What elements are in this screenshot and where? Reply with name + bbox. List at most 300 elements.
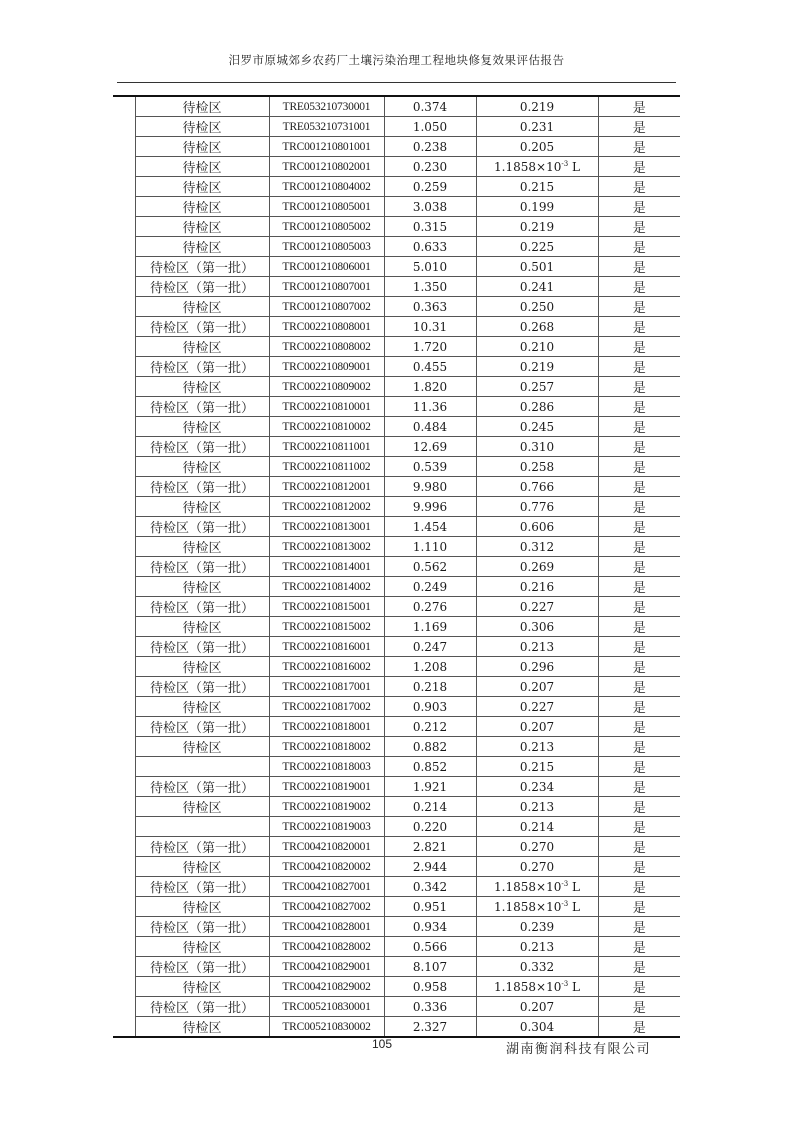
compliance-cell: 是 (598, 217, 680, 237)
zone-cell: 待检区 (135, 497, 269, 517)
value-1-cell: 5.010 (384, 257, 476, 277)
sample-code-cell: TRC001210805003 (269, 237, 384, 257)
table-row (113, 737, 680, 757)
compliance-cell: 是 (598, 897, 680, 917)
results-table-grid (113, 97, 680, 1036)
sample-code-cell: TRC005210830001 (269, 997, 384, 1017)
zone-cell: 待检区 (135, 617, 269, 637)
compliance-cell: 是 (598, 357, 680, 377)
page-number: 105 (372, 1037, 393, 1051)
row-spacer-cell (113, 417, 135, 437)
sample-code-cell: TRC002210817002 (269, 697, 384, 717)
value-2-cell: 0.213 (476, 637, 598, 657)
zone-cell: 待检区（第一批） (135, 357, 269, 377)
zone-cell: 待检区（第一批） (135, 997, 269, 1017)
sample-code-cell: TRC001210805001 (269, 197, 384, 217)
value-2-cell: 0.210 (476, 337, 598, 357)
compliance-cell: 是 (598, 977, 680, 997)
compliance-cell: 是 (598, 757, 680, 777)
table-row (113, 297, 680, 317)
value-2-cell: 0.225 (476, 237, 598, 257)
sample-code-cell: TRC001210802001 (269, 157, 384, 177)
sample-code-cell: TRC002210813001 (269, 517, 384, 537)
value-2-cell: 0.207 (476, 997, 598, 1017)
value-1-cell: 11.36 (384, 397, 476, 417)
sample-code-cell: TRC002210819002 (269, 797, 384, 817)
compliance-cell: 是 (598, 677, 680, 697)
compliance-cell: 是 (598, 317, 680, 337)
value-1-cell: 0.374 (384, 97, 476, 117)
sample-code-cell: TRC005210830002 (269, 1017, 384, 1037)
zone-cell: 待检区（第一批） (135, 277, 269, 297)
row-spacer-cell (113, 297, 135, 317)
compliance-cell: 是 (598, 177, 680, 197)
value-1-cell: 0.238 (384, 137, 476, 157)
row-spacer-cell (113, 797, 135, 817)
company-name: 湖南衡润科技有限公司 (506, 1042, 652, 1057)
sample-code-cell: TRC002210818001 (269, 717, 384, 737)
value-2-cell: 0.270 (476, 837, 598, 857)
value-2-cell: 0.219 (476, 357, 598, 377)
value-2-base: 1.1858×10 (494, 159, 562, 174)
table-row (113, 517, 680, 537)
value-1-cell: 0.934 (384, 917, 476, 937)
compliance-cell: 是 (598, 417, 680, 437)
row-spacer-cell (113, 877, 135, 897)
value-2-cell: 0.231 (476, 117, 598, 137)
value-2-cell: 0.219 (476, 97, 598, 117)
sample-code-cell: TRC002210815002 (269, 617, 384, 637)
value-1-cell: 2.944 (384, 857, 476, 877)
value-2-cell: 0.199 (476, 197, 598, 217)
zone-cell: 待检区 (135, 857, 269, 877)
value-1-cell: 0.903 (384, 697, 476, 717)
compliance-cell: 是 (598, 457, 680, 477)
zone-cell: 待检区 (135, 177, 269, 197)
zone-cell: 待检区 (135, 417, 269, 437)
value-2-cell: 0.258 (476, 457, 598, 477)
zone-cell: 待检区 (135, 697, 269, 717)
compliance-cell: 是 (598, 1017, 680, 1037)
value-2-exponent: -3 (561, 899, 569, 908)
table-row (113, 357, 680, 377)
zone-cell (135, 757, 269, 777)
value-1-cell: 1.208 (384, 657, 476, 677)
row-spacer-cell (113, 957, 135, 977)
sample-code-cell: TRC002210810001 (269, 397, 384, 417)
value-1-cell: 1.110 (384, 537, 476, 557)
value-2-cell: 0.312 (476, 537, 598, 557)
value-1-cell: 0.539 (384, 457, 476, 477)
zone-cell: 待检区 (135, 117, 269, 137)
value-1-cell: 1.454 (384, 517, 476, 537)
value-2-cell: 0.766 (476, 477, 598, 497)
sample-code-cell: TRC004210828002 (269, 937, 384, 957)
table-row (113, 757, 680, 777)
row-spacer-cell (113, 217, 135, 237)
row-spacer-cell (113, 337, 135, 357)
value-1-cell: 0.882 (384, 737, 476, 757)
zone-cell: 待检区（第一批） (135, 717, 269, 737)
compliance-cell: 是 (598, 717, 680, 737)
table-row (113, 397, 680, 417)
sample-code-cell: TRC002210819001 (269, 777, 384, 797)
table-row (113, 937, 680, 957)
compliance-cell: 是 (598, 137, 680, 157)
value-2-cell: 0.257 (476, 377, 598, 397)
value-2-cell: 0.215 (476, 177, 598, 197)
sample-code-cell: TRC004210829001 (269, 957, 384, 977)
value-1-cell: 0.455 (384, 357, 476, 377)
zone-cell: 待检区 (135, 457, 269, 477)
value-2-cell: 0.245 (476, 417, 598, 437)
zone-cell: 待检区 (135, 157, 269, 177)
value-2-cell: 0.296 (476, 657, 598, 677)
value-2-cell: 0.241 (476, 277, 598, 297)
row-spacer-cell (113, 597, 135, 617)
compliance-cell: 是 (598, 97, 680, 117)
value-1-cell: 1.169 (384, 617, 476, 637)
value-2-cell: 0.214 (476, 817, 598, 837)
value-1-cell: 1.921 (384, 777, 476, 797)
value-1-cell: 10.31 (384, 317, 476, 337)
table-row (113, 417, 680, 437)
compliance-cell: 是 (598, 577, 680, 597)
compliance-cell: 是 (598, 617, 680, 637)
compliance-cell: 是 (598, 857, 680, 877)
row-spacer-cell (113, 317, 135, 337)
sample-code-cell: TRC004210829002 (269, 977, 384, 997)
row-spacer-cell (113, 457, 135, 477)
value-1-cell: 0.220 (384, 817, 476, 837)
value-1-cell: 0.247 (384, 637, 476, 657)
zone-cell: 待检区 (135, 657, 269, 677)
sample-code-cell: TRC004210827001 (269, 877, 384, 897)
value-2-cell (476, 897, 598, 917)
value-1-cell: 1.050 (384, 117, 476, 137)
row-spacer-cell (113, 817, 135, 837)
zone-cell: 待检区（第一批） (135, 517, 269, 537)
row-spacer-cell (113, 397, 135, 417)
sample-code-cell: TRC002210816002 (269, 657, 384, 677)
value-1-cell: 0.852 (384, 757, 476, 777)
table-row (113, 617, 680, 637)
compliance-cell: 是 (598, 937, 680, 957)
row-spacer-cell (113, 637, 135, 657)
table-row (113, 217, 680, 237)
value-2-cell: 0.213 (476, 797, 598, 817)
row-spacer-cell (113, 537, 135, 557)
table-row (113, 657, 680, 677)
value-2-cell: 0.205 (476, 137, 598, 157)
row-spacer-cell (113, 257, 135, 277)
value-1-cell: 2.327 (384, 1017, 476, 1037)
zone-cell: 待检区（第一批） (135, 877, 269, 897)
zone-cell: 待检区 (135, 297, 269, 317)
document-title: 汨罗市原城郊乡农药厂土壤污染治理工程地块修复效果评估报告 (228, 53, 565, 67)
table-row (113, 377, 680, 397)
value-1-cell: 2.821 (384, 837, 476, 857)
row-spacer-cell (113, 157, 135, 177)
value-1-cell: 0.633 (384, 237, 476, 257)
sample-code-cell: TRC004210820002 (269, 857, 384, 877)
value-2-suffix: L (568, 979, 580, 994)
row-spacer-cell (113, 177, 135, 197)
sample-code-cell: TRE053210730001 (269, 97, 384, 117)
value-2-exponent: -3 (561, 159, 569, 168)
sample-code-cell: TRC001210807002 (269, 297, 384, 317)
table-row (113, 437, 680, 457)
sample-code-cell: TRC002210810002 (269, 417, 384, 437)
row-spacer-cell (113, 937, 135, 957)
zone-cell: 待检区 (135, 897, 269, 917)
sample-code-cell: TRE053210731001 (269, 117, 384, 137)
value-1-cell: 12.69 (384, 437, 476, 457)
zone-cell: 待检区 (135, 937, 269, 957)
zone-cell: 待检区（第一批） (135, 437, 269, 457)
value-1-cell: 9.996 (384, 497, 476, 517)
compliance-cell: 是 (598, 797, 680, 817)
value-2-cell: 0.207 (476, 717, 598, 737)
row-spacer-cell (113, 1017, 135, 1037)
zone-cell: 待检区 (135, 977, 269, 997)
table-row (113, 697, 680, 717)
sample-code-cell: TRC002210808002 (269, 337, 384, 357)
compliance-cell: 是 (598, 637, 680, 657)
compliance-cell: 是 (598, 877, 680, 897)
table-row (113, 897, 680, 917)
table-row (113, 917, 680, 937)
value-2-cell: 0.239 (476, 917, 598, 937)
compliance-cell: 是 (598, 597, 680, 617)
table-row (113, 277, 680, 297)
value-1-cell: 0.566 (384, 937, 476, 957)
table-row (113, 877, 680, 897)
sample-code-cell: TRC001210806001 (269, 257, 384, 277)
value-1-cell: 0.214 (384, 797, 476, 817)
row-spacer-cell (113, 917, 135, 937)
value-1-cell: 0.230 (384, 157, 476, 177)
row-spacer-cell (113, 377, 135, 397)
value-2-exponent: -3 (561, 879, 569, 888)
row-spacer-cell (113, 577, 135, 597)
table-row (113, 337, 680, 357)
value-1-cell: 0.958 (384, 977, 476, 997)
value-2-cell (476, 877, 598, 897)
compliance-cell: 是 (598, 497, 680, 517)
compliance-cell: 是 (598, 657, 680, 677)
header-rule (117, 82, 676, 83)
zone-cell: 待检区 (135, 337, 269, 357)
table-row (113, 857, 680, 877)
row-spacer-cell (113, 557, 135, 577)
zone-cell: 待检区（第一批） (135, 637, 269, 657)
compliance-cell: 是 (598, 377, 680, 397)
table-row (113, 797, 680, 817)
value-1-cell: 1.820 (384, 377, 476, 397)
table-row (113, 1017, 680, 1037)
table-row (113, 477, 680, 497)
value-2-cell: 0.213 (476, 737, 598, 757)
compliance-cell: 是 (598, 337, 680, 357)
zone-cell: 待检区 (135, 537, 269, 557)
zone-cell: 待检区 (135, 137, 269, 157)
value-2-cell (476, 157, 598, 177)
sample-code-cell: TRC002210811001 (269, 437, 384, 457)
value-2-base: 1.1858×10 (494, 879, 562, 894)
value-1-cell: 0.259 (384, 177, 476, 197)
zone-cell: 待检区 (135, 197, 269, 217)
results-table (113, 95, 680, 1038)
zone-cell: 待检区（第一批） (135, 257, 269, 277)
value-2-cell: 0.501 (476, 257, 598, 277)
table-row (113, 257, 680, 277)
sample-code-cell: TRC002210818002 (269, 737, 384, 757)
value-2-base: 1.1858×10 (494, 899, 562, 914)
compliance-cell: 是 (598, 397, 680, 417)
compliance-cell: 是 (598, 257, 680, 277)
compliance-cell: 是 (598, 777, 680, 797)
row-spacer-cell (113, 677, 135, 697)
table-row (113, 637, 680, 657)
zone-cell: 待检区（第一批） (135, 957, 269, 977)
value-1-cell: 0.363 (384, 297, 476, 317)
value-1-cell: 0.212 (384, 717, 476, 737)
row-spacer-cell (113, 697, 135, 717)
value-2-suffix: L (568, 159, 580, 174)
compliance-cell: 是 (598, 297, 680, 317)
compliance-cell: 是 (598, 557, 680, 577)
row-spacer-cell (113, 977, 135, 997)
zone-cell: 待检区（第一批） (135, 557, 269, 577)
sample-code-cell: TRC002210817001 (269, 677, 384, 697)
value-2-cell: 0.227 (476, 697, 598, 717)
zone-cell: 待检区 (135, 797, 269, 817)
row-spacer-cell (113, 777, 135, 797)
value-2-cell: 0.269 (476, 557, 598, 577)
value-1-cell: 0.342 (384, 877, 476, 897)
row-spacer-cell (113, 897, 135, 917)
value-2-cell: 0.215 (476, 757, 598, 777)
row-spacer-cell (113, 717, 135, 737)
value-1-cell: 1.720 (384, 337, 476, 357)
row-spacer-cell (113, 617, 135, 637)
row-spacer-cell (113, 137, 135, 157)
row-spacer-cell (113, 357, 135, 377)
table-row (113, 317, 680, 337)
zone-cell: 待检区（第一批） (135, 477, 269, 497)
compliance-cell: 是 (598, 837, 680, 857)
value-1-cell: 0.315 (384, 217, 476, 237)
compliance-cell: 是 (598, 117, 680, 137)
value-2-cell: 0.268 (476, 317, 598, 337)
value-2-cell: 0.219 (476, 217, 598, 237)
value-2-cell (476, 977, 598, 997)
table-row (113, 237, 680, 257)
table-row (113, 177, 680, 197)
compliance-cell: 是 (598, 197, 680, 217)
value-2-cell: 0.227 (476, 597, 598, 617)
compliance-cell: 是 (598, 737, 680, 757)
value-2-cell: 0.213 (476, 937, 598, 957)
zone-cell (135, 817, 269, 837)
value-2-cell: 0.250 (476, 297, 598, 317)
table-row (113, 597, 680, 617)
value-2-cell: 0.270 (476, 857, 598, 877)
value-1-cell: 0.484 (384, 417, 476, 437)
compliance-cell: 是 (598, 277, 680, 297)
sample-code-cell: TRC002210814002 (269, 577, 384, 597)
value-2-cell: 0.286 (476, 397, 598, 417)
compliance-cell: 是 (598, 817, 680, 837)
table-row (113, 837, 680, 857)
compliance-cell: 是 (598, 237, 680, 257)
row-spacer-cell (113, 117, 135, 137)
value-1-cell: 0.249 (384, 577, 476, 597)
row-spacer-cell (113, 857, 135, 877)
value-1-cell: 9.980 (384, 477, 476, 497)
value-1-cell: 0.336 (384, 997, 476, 1017)
table-row (113, 577, 680, 597)
row-spacer-cell (113, 477, 135, 497)
value-1-cell: 0.218 (384, 677, 476, 697)
sample-code-cell: TRC002210809001 (269, 357, 384, 377)
sample-code-cell: TRC002210808001 (269, 317, 384, 337)
row-spacer-cell (113, 997, 135, 1017)
row-spacer-cell (113, 517, 135, 537)
sample-code-cell: TRC004210827002 (269, 897, 384, 917)
value-2-cell: 0.304 (476, 1017, 598, 1037)
table-row (113, 717, 680, 737)
zone-cell: 待检区（第一批） (135, 777, 269, 797)
table-row (113, 117, 680, 137)
sample-code-cell: TRC001210807001 (269, 277, 384, 297)
zone-cell: 待检区（第一批） (135, 837, 269, 857)
compliance-cell: 是 (598, 517, 680, 537)
value-2-cell: 0.207 (476, 677, 598, 697)
table-row (113, 957, 680, 977)
table-row (113, 677, 680, 697)
zone-cell: 待检区 (135, 237, 269, 257)
compliance-cell: 是 (598, 437, 680, 457)
row-spacer-cell (113, 437, 135, 457)
sample-code-cell: TRC001210804002 (269, 177, 384, 197)
sample-code-cell: TRC002210812002 (269, 497, 384, 517)
row-spacer-cell (113, 237, 135, 257)
table-row (113, 817, 680, 837)
zone-cell: 待检区（第一批） (135, 917, 269, 937)
value-2-base: 1.1858×10 (494, 979, 562, 994)
zone-cell: 待检区 (135, 217, 269, 237)
value-1-cell: 0.562 (384, 557, 476, 577)
sample-code-cell: TRC001210801001 (269, 137, 384, 157)
row-spacer-cell (113, 277, 135, 297)
row-spacer-cell (113, 837, 135, 857)
zone-cell: 待检区 (135, 577, 269, 597)
zone-cell: 待检区（第一批） (135, 397, 269, 417)
table-row (113, 537, 680, 557)
sample-code-cell: TRC002210814001 (269, 557, 384, 577)
table-row (113, 137, 680, 157)
compliance-cell: 是 (598, 957, 680, 977)
sample-code-cell: TRC002210815001 (269, 597, 384, 617)
row-spacer-cell (113, 497, 135, 517)
sample-code-cell: TRC004210828001 (269, 917, 384, 937)
zone-cell: 待检区 (135, 377, 269, 397)
table-row (113, 977, 680, 997)
value-2-cell: 0.216 (476, 577, 598, 597)
zone-cell: 待检区（第一批） (135, 677, 269, 697)
